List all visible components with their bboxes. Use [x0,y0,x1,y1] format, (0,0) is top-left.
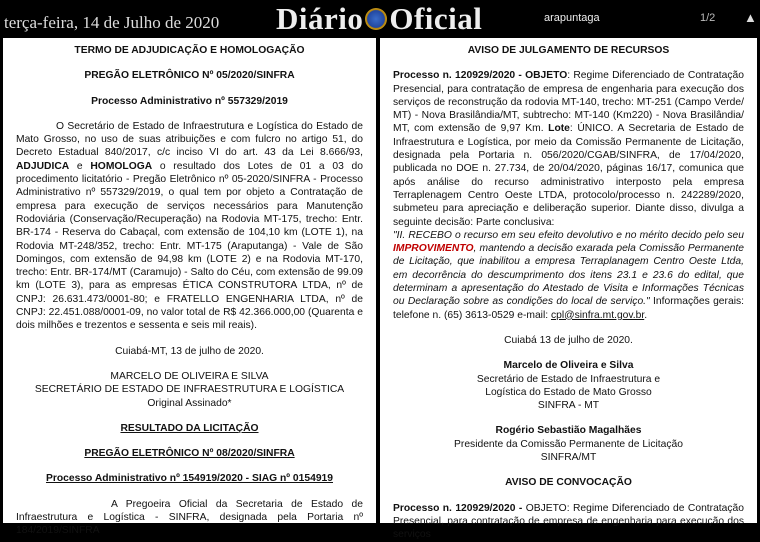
left-body-1a: O Secretário de Estado de Infraestrutura e Logística do Estado de Mato Grosso, no uso de suas atribuições e com fulcro no artigo 51, do Decreto Estadual 840/2017, c/c inciso VI do art. 43 da Lei 8.666/93, [16,120,363,159]
adjudica-text: ADJUDICA [16,160,70,172]
right-column [380,38,757,541]
right-body-1a: : Regime Diferenciado de Contratação Presencial, para contratação de empresa de engenharia para execução dos serviços de reconstrução da rodovia MT-140, trecho: MT-251 (Campo Verde/ MT) - Nova Brasilândia/MT, subtrecho: MT-140 (Km220) - Nova Brasilândia/ MT, com extensão de 9,97 Km. [393,70,744,135]
chevron-up-icon[interactable]: ▲ [744,10,757,25]
left-title-6: Processo Administrativo nº 154919/2020 - SIAG nº 0154919 [45,473,333,485]
process-label: Processo n. 120929/2020 - OBJETO [393,70,568,82]
right-place-date: Cuiabá 13 de julho de 2020. [504,334,633,346]
left-role: SECRETÁRIO DE ESTADO DE INFRAESTRUTURA E LOGÍSTICA [34,384,345,396]
left-column [3,38,376,537]
right-body-2 [393,502,744,542]
left-body-2: A Pregoeira Oficial da Secretaria de Estado de Infraestrutura e Logística - SINFRA, designada pela Portaria nº 184/2019/SINFRA [16,498,363,537]
right-body-2a: OBJETO: Regime Diferenciado de Contratação Presencial, para contratação de empresa de engenharia para execução dos serviços [393,502,745,541]
left-place-date: Cuiabá-MT, 13 de julho de 2020. [115,345,264,357]
dot-text: . [644,309,648,321]
left-body-1 [16,120,363,333]
info-text: Informações gerais: telefone n. (65) 3613-0529 e-mail: [393,296,744,321]
signer-1-name: Marcelo de Oliveira e Silva [503,360,634,372]
left-signed: Original Assinado* [147,397,232,409]
brand-left: Diário [276,1,364,36]
header-date: terça-feira, 14 de Julho de 2020 [4,13,220,32]
left-title-3: Processo Administrativo nº 557329/2019 [91,95,288,107]
newspaper-brand [276,1,482,37]
signer-2-name: Rogério Sebastião Magalhães [495,425,642,437]
find-bar [508,0,760,38]
lote-label: Lote [548,123,570,135]
left-title-1: TERMO DE ADJUDICAÇÃO E HOMOLOGAÇÃO [74,45,305,56]
left-signer: MARCELO DE OLIVEIRA E SILVA [110,370,269,382]
quote-b: , mantendo a decisão exarada pela Comissão Permanente de Licitação, que inabilitou a empresa Terraplanagem Centro Oeste Ltda, em decorrência do descumprimento dos itens 23.1 e 23.6 do edital, que determinam a apresentação do Atestado de Visita e Informações Técnicas ou Declaração sobre as condições do local de serviço." [393,243,744,308]
right-title-1: AVISO DE JULGAMENTO DE RECURSOS [467,45,670,56]
homologa-text: HOMOLOGA [90,160,153,172]
right-quote [393,229,744,322]
signer-2-line-2: SINFRA/MT [540,452,597,464]
signer-1-line-3: SINFRA - MT [537,400,600,412]
and-text: e [69,160,91,172]
state-seal-icon [365,8,387,30]
email-link[interactable]: cpl@sinfra.mt.gov.br [550,309,645,321]
left-body-1b: o resultado dos Lotes de 01 a 03 do procedimento licitatório - Pregão Eletrônico nº 05-2020/SINFRA - Processo Administrativo nº 557329/2019, o qual tem por objeto a Contratação de empresa para execução de serviços necessários para Manutenção Rodoviária (Conservação/Recuperação) na Rodovia MT-175, trecho: Entr. BR-174 - Reserva do Cabaçal, com extensão de 104,10 km (LOTE 1), na Rodovia MT-248/352, trecho: Entr. MT-175 (Araputanga) - Vale de São Domingos, com extensão de 94,98 km (LOTE 2) e na Rodovia MT-170, trecho: Entr. BR-174/MT (Caramujo) - Salto do Céu, com extensão de 99.09 km (LOTE 3), para as empresas ÉTICA CONSTRUTORA LTDA, nº de CNPJ: 26.631.473/0001-80; e FRATELLO ENGENHARIA LTDA, nº de CNPJ: 22.451.088/0001-09, no valor total de R$ 42.366.000,00 (Quarenta e dois milhões e trezentos e sessenta e seis mil reais). [16,160,363,332]
brand-right: Oficial [389,1,483,36]
left-title-4: RESULTADO DA LICITAÇÃO [120,422,259,434]
right-title-2: AVISO DE CONVOCAÇÃO [505,477,632,489]
page-header [0,0,760,38]
right-body-1b: : ÚNICO. A Secretaria de Estado de Infraestrutura e Logística, por meio da Comissão Permanente de Licitação, designada pela Portaria n. 056/2020/CGAB/SINFRA, de 17/04/2020, publicada no DOE n. 27.734, de 20/04/2020, páginas 16/17, comunica que após análise do recurso administrativo interposto pela empresa Terraplenagem Centro Oeste LTDA, protocolo/processo n. 242289/2020, submeteu para apreciação e deliberação superior. Diante disso, divulga a seguinte decisão: Parte conclusiva: [393,123,744,228]
left-title-2: PREGÃO ELETRÔNICO Nº 05/2020/SINFRA [84,70,295,82]
left-title-5: PREGÃO ELETRÔNICO Nº 08/2020/SINFRA [84,448,295,460]
right-body-1 [393,69,744,229]
signer-1-line-1: Secretário de Estado de Infraestrutura e [476,373,661,385]
signer-2-line-1: Presidente da Comissão Permanente de Licitação [454,438,683,450]
signer-1-line-2: Logística do Estado de Mato Grosso [485,386,652,398]
quote-a: "II. RECEBO o recurso em seu efeito devolutivo e no mérito decido pelo seu [393,229,744,241]
process-2-label: Processo n. 120929/2020 - [393,502,526,514]
improvimento-text: IMPROVIMENTO [393,243,474,255]
find-input[interactable]: arapuntaga [544,12,600,24]
find-match-count: 1/2 [700,12,716,24]
